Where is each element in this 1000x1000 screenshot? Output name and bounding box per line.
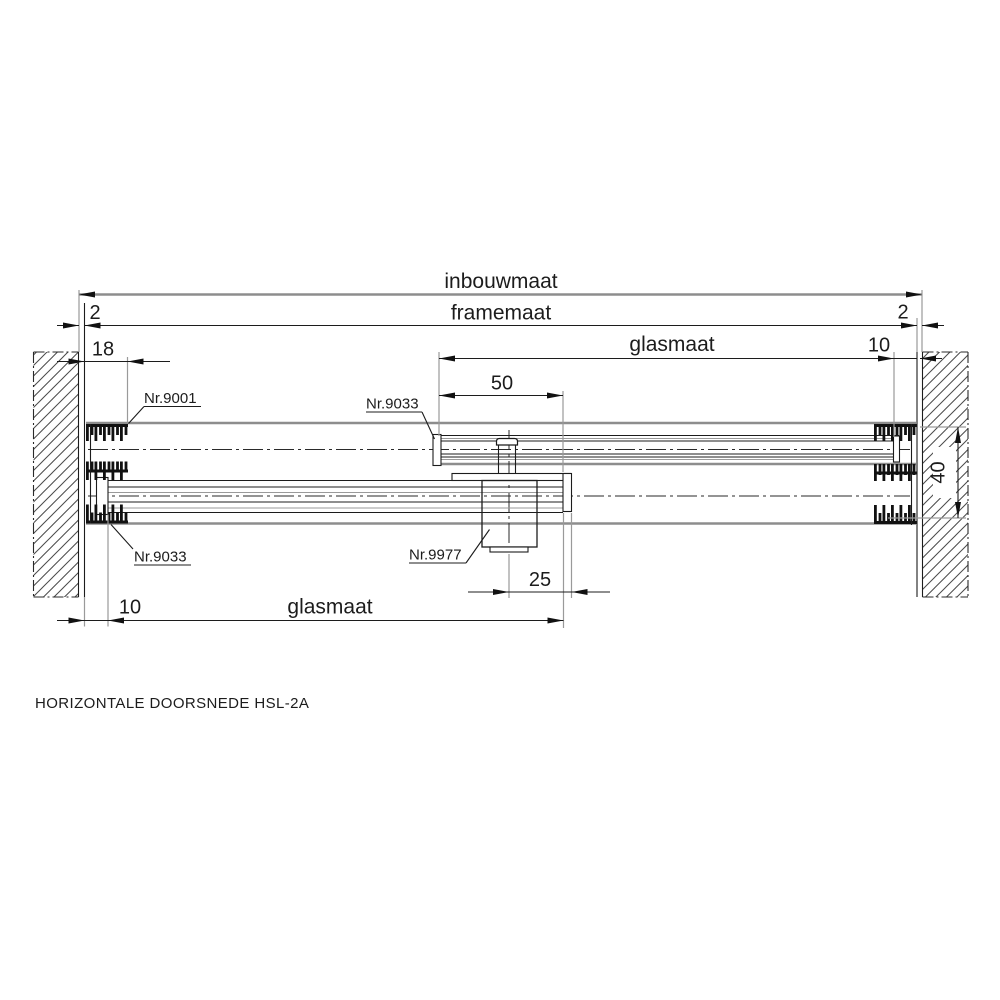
ext-glass-bottom — [85, 515, 109, 627]
drawing-title: HORIZONTALE DOORSNEDE HSL-2A — [35, 695, 310, 712]
left-bottom-track-profile — [86, 505, 128, 524]
part-label-nr9033-bottom-text: Nr.9033 — [134, 548, 187, 566]
part-label-nr9001-text: Nr.9001 — [144, 390, 197, 407]
right-bottom-track-profile — [874, 505, 917, 524]
part-label-nr9977-text: Nr.9977 — [409, 546, 462, 564]
lower-panel-right-endcap — [563, 474, 572, 512]
part-label-nr9033-bottom — [111, 525, 191, 566]
dim-framemaat — [57, 302, 944, 329]
interlock-pin-cap — [497, 439, 518, 446]
dim-glasmaat-bottom — [57, 596, 564, 624]
right-mid-track-profile — [874, 464, 917, 481]
dim-25 — [468, 569, 610, 595]
dim-label-25: 25 — [528, 569, 552, 591]
part-label-nr9977 — [409, 530, 490, 564]
upper-panel — [433, 435, 900, 475]
upper-panel-left-endcap — [433, 435, 441, 466]
part-label-nr9033-top-text: Nr.9033 — [366, 395, 419, 413]
dim-label-10-right: 10 — [867, 334, 891, 357]
dim-label-40: 40 — [927, 461, 950, 484]
dim-label-10-left: 10 — [118, 596, 142, 619]
part-label-nr9001 — [129, 390, 202, 424]
lower-panel-clamp-lines — [108, 493, 563, 509]
left-top-track-profile — [86, 424, 128, 441]
dim-label-framemaat: framemaat — [450, 301, 552, 325]
right-top-track-profile — [874, 424, 917, 441]
dim-label-50: 50 — [490, 372, 514, 395]
lower-panel — [97, 474, 572, 553]
dim-label-glasmaat-top: glasmaat — [629, 333, 715, 356]
left-mid-track-profile — [86, 462, 128, 481]
interlock-housing-foot — [490, 547, 528, 552]
dim-label-glasmaat-bottom: glasmaat — [287, 595, 373, 619]
dim-glasmaat-top — [439, 333, 942, 362]
part-label-nr9001-leader — [129, 407, 202, 424]
dim-label-18: 18 — [91, 338, 115, 361]
interlock-bracket-plate — [452, 474, 571, 481]
part-label-nr9033-top-leader — [366, 412, 435, 439]
part-labels — [111, 390, 490, 566]
part-label-nr9033-top — [366, 396, 435, 440]
dim-inbouwmaat — [79, 270, 922, 298]
dim-50 — [439, 373, 563, 399]
extension-lines — [79, 290, 966, 628]
dim-label-inbouwmaat: inbouwmaat — [444, 270, 558, 293]
left-wall-hatch — [34, 352, 79, 597]
dim-label-gap-left: 2 — [89, 302, 101, 324]
dim-label-gap-right: 2 — [897, 301, 909, 324]
